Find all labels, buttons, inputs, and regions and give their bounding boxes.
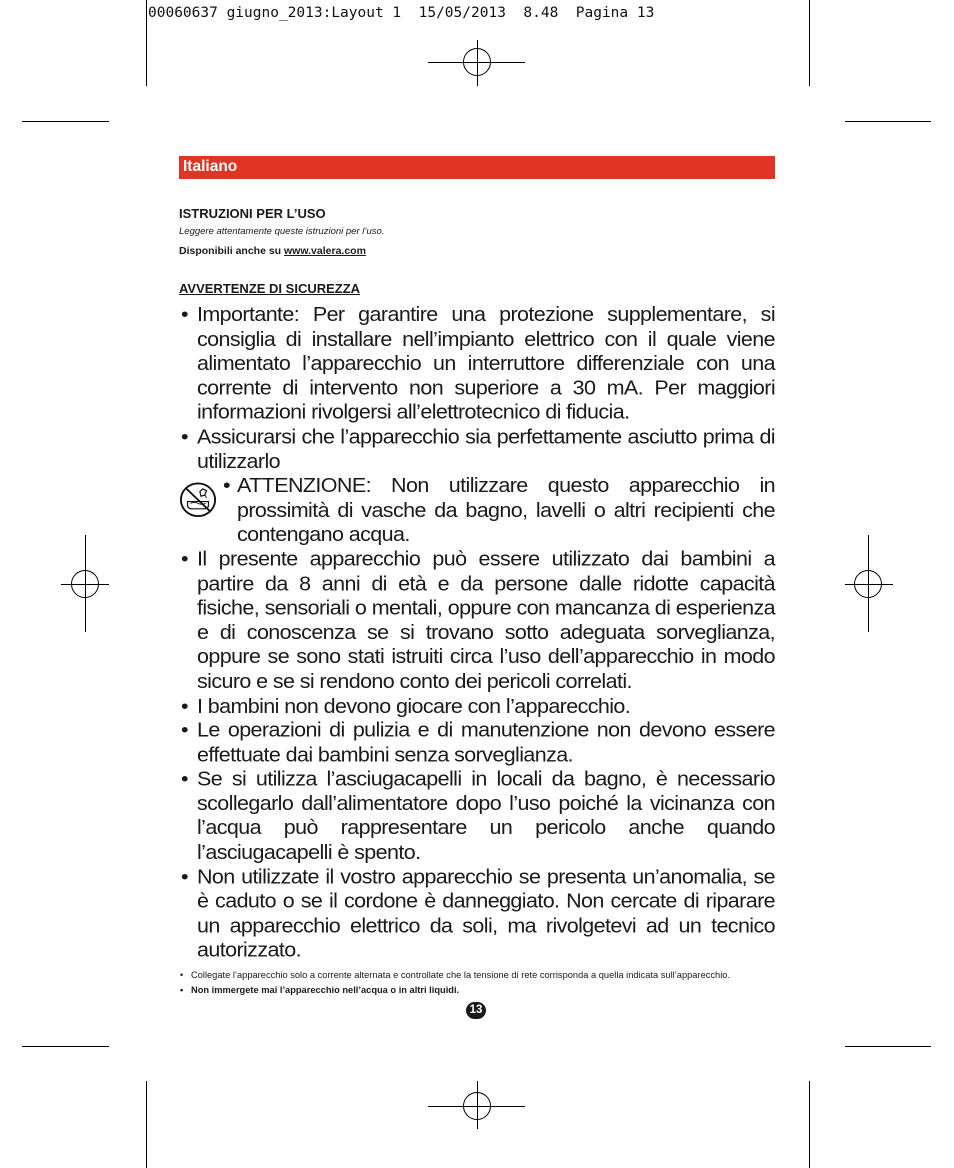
bullet: • (181, 865, 188, 889)
footnotes (179, 968, 779, 998)
crosshair-mark-left (71, 570, 99, 598)
availability-note (179, 245, 366, 257)
crop-mark-bottom-left-v (146, 1081, 147, 1168)
warning-text: ATTENZIONE: Non utilizzare questo apparecchio in prossimità di vasche da bagno, lavelli o altri recipienti che contengano acqua. (237, 474, 775, 546)
warning-text: Il presente apparecchio può essere utilizzato dai bambini a partire da 8 anni di età e da persone dalle ridotte capacità fisiche, sensoriali o mentali, oppure con mancanza di esperienza e di conoscenza se si trovano sotto adeguata sorveglianza, oppure se sono stati istruiti circa l’uso dell’apparecchio in modo sicuro e se si rendono conto dei pericoli correlati. (197, 547, 775, 693)
warning-text: Se si utilizza l’asciugacapelli in locali da bagno, è necessario scollegarlo dall’alimentatore dopo l’uso poiché la vicinanza con l’acqua può rappresentare un pericolo anche quando l’asciugacapelli è spento. (197, 767, 775, 864)
bullet: • (181, 303, 188, 326)
warning-text: I bambini non devono giocare con l’apparecchio. (197, 694, 631, 718)
warning-text: Le operazioni di pulizia e di manutenzione non devono essere effettuate dai bambini senza sorveglianza. (197, 718, 775, 766)
slug-line: 00060637 giugno_2013:Layout 1 15/05/2013 8.48 Pagina 13 (148, 5, 655, 21)
crop-mark-bottom-left-h (22, 1046, 109, 1047)
instructions-heading: ISTRUZIONI PER L’USO (179, 206, 326, 221)
bullet: • (180, 970, 184, 980)
crosshair-mark-right (854, 570, 882, 598)
warning-item (179, 865, 775, 963)
bullet: • (181, 547, 188, 571)
page-number: 13 (466, 1002, 486, 1019)
bullet: • (181, 767, 188, 791)
warning-item (179, 719, 775, 768)
availability-prefix: Disponibili anche su (179, 245, 285, 257)
warning-text: Non utilizzate il vostro apparecchio se presenta un’anomalia, se è caduto o se il cordone è danneggiato. Non cercate di riparare un apparecchio elettrico da soli, ma rivolgetevi ad un tecnico autorizzato. (197, 865, 775, 962)
warning-item (179, 767, 775, 865)
warning-item (179, 425, 775, 474)
website-link[interactable]: www.valera.com (284, 245, 366, 257)
crosshair-mark-top (463, 48, 491, 76)
footnote (179, 983, 779, 998)
safety-warnings (179, 303, 775, 963)
crop-mark-top-right-h (845, 121, 931, 122)
crop-mark-bottom-right-h (845, 1046, 931, 1047)
warning-item (179, 547, 775, 694)
bullet: • (181, 694, 188, 718)
bullet: • (181, 425, 188, 449)
bullet: • (223, 474, 230, 498)
read-carefully-note: Leggere attentamente queste istruzioni per l’uso. (179, 226, 385, 237)
crop-mark-top-left-v (146, 0, 147, 86)
warning-item (179, 694, 775, 718)
bullet: • (180, 985, 184, 995)
warning-text: Assicurarsi che l’apparecchio sia perfettamente asciutto prima di utilizzarlo (197, 425, 775, 473)
warning-item (179, 303, 775, 425)
safety-heading: AVVERTENZE DI SICUREZZA (179, 281, 361, 296)
language-bar (179, 156, 775, 179)
footnote (179, 968, 779, 983)
footnote-text: Collegate l’apparecchio solo a corrente alternata e controllate che la tensione di rete corrisponda a quella indicata sull’apparecchio. (191, 970, 731, 980)
crop-mark-top-right-v (809, 0, 810, 86)
crosshair-mark-bottom (463, 1092, 491, 1120)
crop-mark-top-left-h (22, 121, 109, 122)
no-bathtub-icon (179, 482, 217, 518)
language-label: Italiano (183, 158, 238, 175)
crop-mark-bottom-right-v (809, 1081, 810, 1168)
footnote-text: Non immergete mai l’apparecchio nell’acqua o in altri liquidi. (191, 985, 460, 995)
warning-item-attention (179, 474, 775, 547)
bullet: • (181, 718, 188, 742)
warning-text: Importante: Per garantire una protezione supplementare, si consiglia di installare nell’impianto elettrico con il quale viene alimentato l’apparecchio un interruttore differenziale con una corrente di intervento non superiore a 30 mA. Per maggiori informazioni rivolgersi all’elettrotecnico di fiducia. (197, 303, 775, 424)
